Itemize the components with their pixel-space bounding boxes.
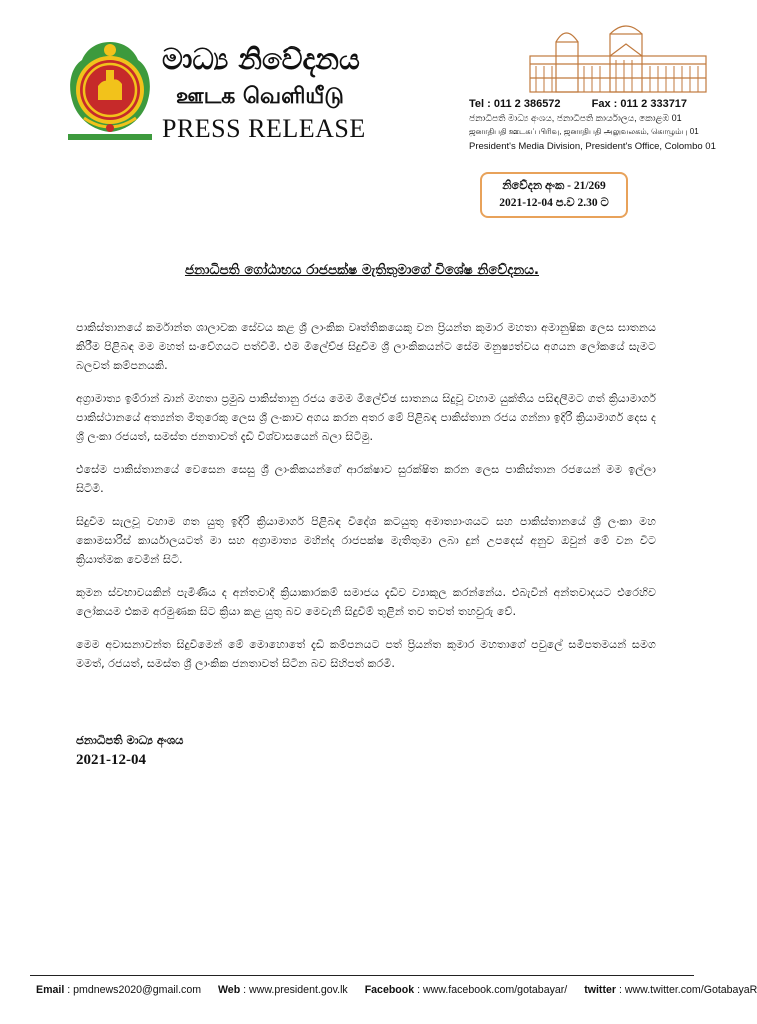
paragraph-2: අග්‍රාමාත්‍ය ඉම්රාන් ඛාන් මහතා ප්‍රමුඛ පාකිස්තානු රජය මෙම මිලේච්ඡ ඝාතනය සිදුවූ වහාම යුක්තිය පසිඳලීමට ගත් ක්‍රියාමාර්ග පාකිස්ථානයේ අත්‍යන්ත මිතුරෙකු ලෙස ශ්‍රී ලංකාව අගය කරන අතර මේ පිළිබඳ පාකිස්තාන රජය ගන්නා ඉදිරි ක්‍රියාමාර්ග දෙස ද ශ්‍රී ලංකා රජයත්, සමස්ත ජනතාවත් දැඩි විශ්වාසයෙන් බලා සිටිමු. [76, 392, 656, 443]
title-sinhala: මාධ්‍ය නිවේදනය [162, 42, 360, 76]
reference-datetime: 2021-12-04 ප.ව 2.30 ට [499, 197, 609, 209]
fax-label: Fax [591, 98, 611, 110]
signature-department: ජනාධිපති මාධ්‍ය අංශය [76, 733, 184, 747]
phone-fax-row [469, 98, 714, 110]
contact-block [469, 98, 714, 152]
email-link[interactable]: : pmdnews2020@gmail.com [67, 984, 202, 996]
address-sinhala: ජනාධිපති මාධ්‍ය අංශය, ජනාධිපති කාර්යාලය, කොළඹ 01 [469, 113, 682, 123]
reference-number: නිවේදන අංක - 21/269 [502, 180, 606, 192]
paragraph-3: එසේම පාකිස්තානයේ වෙසෙන සෙසු ශ්‍රී ලාංකිකයන්ගේ ආරක්ෂාව සුරක්ෂිත කරන ලෙස පාකිස්තාන රජයෙන් මම ඉල්ලා සිටිමි. [76, 463, 656, 495]
web-label: Web [218, 984, 241, 996]
web-link[interactable]: : www.president.gov.lk [243, 984, 348, 996]
email-label: Email [36, 984, 65, 996]
paragraph-1: පාකිස්තානයේ කර්මාන්ත ශාලාවක සේවය කළ ශ්‍රී ලාංකික වෘත්තිකයෙකු වන ප්‍රියන්ත කුමාර මහතා අමානුෂික ලෙස ඝාතනය කිරීම පිළිබඳ මම මහත් සංවේගයට පත්වීමි. එම මිලේච්ඡ සිදුවීම ශ්‍රී ලාංකිකයන්ට සේම මනුෂ්‍යත්වය අගයන ලෝකයේ සැමට බලවත් කම්පනයකි. [76, 321, 656, 372]
title-english: PRESS RELEASE [162, 114, 366, 143]
sri-lanka-emblem [64, 38, 156, 142]
fax-number: : 011 2 333717 [613, 98, 688, 110]
presidential-secretariat-building-image [526, 20, 710, 98]
tel-label: Tel [469, 98, 485, 110]
paragraph-6: මෙම අවාසනාවන්ත සිදුවීමෙන් මේ මොහොතේ දැඩි කම්පනයට පත් ප්‍රියන්ත කුමාර මහතාගේ පවුලේ සමීපතමයන් සමග මමත්, රජයත්, සමස්ත ශ්‍රී ලාංකික ජනතාවත් සිටින බව සිහිපත් කරමි. [76, 638, 656, 670]
signature-date: 2021-12-04 [76, 752, 146, 768]
address-tamil: ஜனாதிபதி ஊடகப் பிரிவு, ஜனாதிபதி அலுவலகம், கொழும்பு 01 [469, 127, 699, 136]
paragraph-5: කුමන ස්වභාවයකින් පැමිණිය ද අන්තවාදී ක්‍රියාකාරකම් සමාජය දැඩිව ව්‍යාකූල කරන්නේය. එබැවින් අන්තවාදයට එරෙහිව ලෝකයම එකම අරමුණක සිට ක්‍රියා කළ යුතු බව මෙවැනි සිදුවීම් තුළින් තව තවත් තහවුරු වේ. [76, 586, 656, 618]
facebook-label: Facebook [364, 984, 415, 996]
paragraph-4: සිදුවීම සැලවූ වහාම ගත යුතු ඉදිරි ක්‍රියාමාර්ග පිළිබඳ විදේශ කටයුතු අමාත්‍යාංශයට සහ පාකිස්තානයේ ශ්‍රී ලංකා මහ කොමසාරිස් කාර්යාලයටත් මා සහ අග්‍රාමාත්‍ය මහින්ද රාජපක්ෂ මැතිතුමා ලබා දුන් උපදෙස් අනුව ඔවුන් මේ වන විට ක්‍රියාත්මක වෙමින් සිටී. [76, 515, 656, 566]
twitter-link[interactable]: : www.twitter.com/GotabayaR [618, 984, 757, 996]
headline: ජනාධිපති ගෝඨාභය රාජපක්ෂ මැතිතුමාගේ විශේෂ නිවේදනය. [184, 262, 540, 278]
tel-number: : 011 2 386572 [487, 98, 561, 110]
body-text [76, 318, 656, 687]
footer-divider [30, 975, 694, 976]
twitter-label: twitter [584, 984, 616, 996]
address-english: President's Media Division, President's Office, Colombo 01 [469, 141, 716, 152]
footer [36, 984, 757, 996]
title-tamil: ஊடக வெளியீடு [176, 84, 344, 109]
facebook-link[interactable]: : www.facebook.com/gotabayar/ [417, 984, 568, 996]
reference-box [480, 172, 628, 218]
